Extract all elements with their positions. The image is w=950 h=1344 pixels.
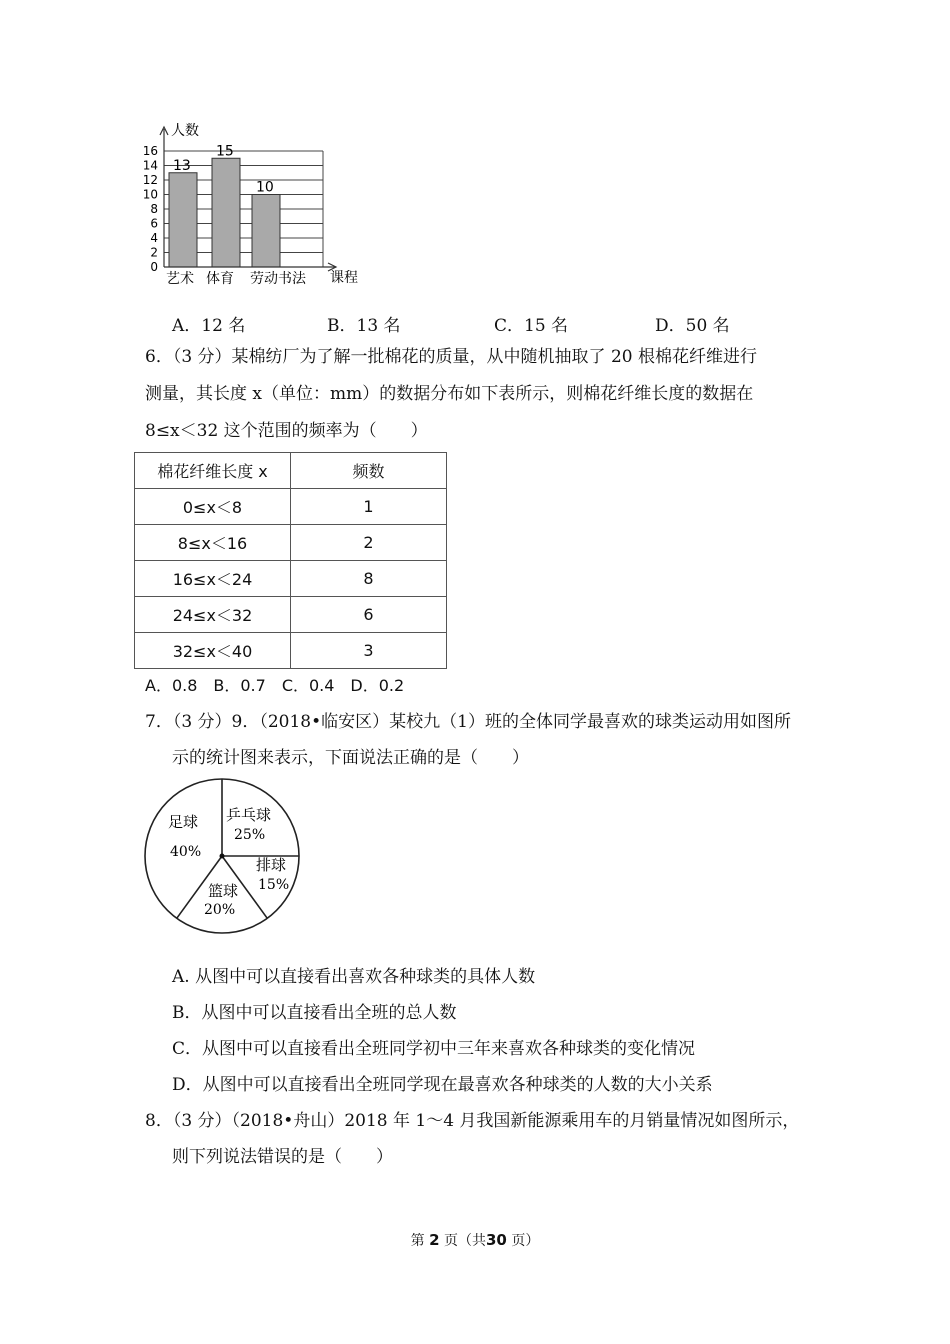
footer-total-pages: 30 [486, 1231, 507, 1249]
q5-option-d[interactable]: D．50 名 [655, 316, 730, 336]
q8-line-1: 8．（3 分）（2018•舟山）2018 年 1～4 月我国新能源乘用车的月销量情况如图所示， [145, 1111, 800, 1131]
q7-option-a[interactable]: A. 从图中可以直接看出喜欢各种球类的具体人数 [172, 967, 536, 987]
bar-chart-xlabel: 课程 [330, 270, 358, 286]
page-footer [0, 1230, 950, 1250]
table-cell-range: 0≤x＜8 [135, 489, 291, 525]
q6-line-3: 8≤x＜32 这个范围的频率为（ ） [145, 421, 428, 441]
pie-label-pingpong: 乒乓球 [226, 806, 272, 824]
q7-line-2: 示的统计图来表示，下面说法正确的是（ ） [172, 748, 529, 768]
bar-chart-ylabel: 人数 [171, 123, 199, 139]
table-row [135, 525, 447, 561]
table-cell-count: 8 [291, 561, 447, 597]
table-header-frequency: 频数 [291, 453, 447, 489]
pie-percent-volleyball: 15% [258, 877, 290, 893]
table-cell-count: 6 [291, 597, 447, 633]
table-cell-range: 32≤x＜40 [135, 633, 291, 669]
footer-mid: 页（共 [444, 1233, 486, 1249]
bar-ytick-label: 0 [150, 260, 158, 274]
bar-ytick-label: 12 [142, 173, 158, 187]
footer-pre: 第 [410, 1233, 425, 1249]
bar-ytick-label: 14 [142, 158, 158, 173]
table-row [135, 597, 447, 633]
table-header-row [135, 453, 447, 489]
pie-percent-basketball: 20% [204, 902, 236, 918]
q8-line-2: 则下列说法错误的是（ ） [172, 1147, 393, 1167]
bar-chart-yticks [143, 144, 158, 274]
q7-option-d[interactable]: D．从图中可以直接看出全班同学现在最喜欢各种球类的人数的大小关系 [172, 1075, 713, 1095]
bar-category-label: 劳动书法 [250, 271, 306, 287]
bar-ytick-label: 4 [150, 231, 158, 245]
pie-percent-football: 40% [170, 844, 202, 860]
bar-chart-categories [166, 270, 307, 287]
bar-ytick-label: 10 [142, 187, 158, 202]
pie-label-football: 足球 [168, 813, 199, 831]
bar-ytick-label: 6 [150, 216, 158, 231]
bar-chart-bars [169, 158, 280, 267]
bar-data-label: 10 [256, 179, 274, 196]
bar-ytick-label: 8 [150, 202, 158, 216]
bar-艺术 [169, 173, 197, 267]
q7-line-1: 7．（3 分）9．（2018•临安区）某校九（1）班的全体同学最喜欢的球类运动用如图所 [145, 712, 791, 732]
bar-ytick-label: 16 [142, 144, 158, 158]
pie-label-basketball: 篮球 [208, 882, 239, 900]
bar-劳动书法 [252, 195, 280, 268]
bar-data-label: 13 [173, 157, 191, 174]
bar-data-label: 15 [216, 143, 234, 160]
q5-option-c[interactable]: C．15 名 [494, 316, 569, 336]
table-cell-range: 24≤x＜32 [135, 597, 291, 633]
table-row [135, 633, 447, 669]
table-cell-range: 16≤x＜24 [135, 561, 291, 597]
q7-option-c[interactable]: C．从图中可以直接看出全班同学初中三年来喜欢各种球类的变化情况 [172, 1039, 696, 1059]
q5-option-a[interactable]: A．12 名 [172, 316, 246, 336]
q6-options[interactable]: A．0.8 B．0.7 C．0.4 D．0.2 [145, 676, 405, 695]
bar-chart [140, 115, 380, 295]
table-cell-range: 8≤x＜16 [135, 525, 291, 561]
q6-line-1: 6．（3 分）某棉纺厂为了解一批棉花的质量，从中随机抽取了 20 根棉花纤维进行 [145, 347, 757, 367]
footer-post: 页） [511, 1233, 540, 1249]
table-header-length: 棉花纤维长度 x [135, 453, 291, 489]
bar-category-label: 艺术 [166, 271, 194, 287]
bar-category-label: 体育 [206, 271, 234, 287]
table-cell-count: 3 [291, 633, 447, 669]
table-row [135, 489, 447, 525]
pie-chart [140, 778, 310, 948]
table-cell-count: 2 [291, 525, 447, 561]
footer-page-number: 2 [429, 1231, 440, 1249]
bar-体育 [212, 158, 240, 267]
pie-label-volleyball: 排球 [256, 856, 287, 874]
bar-ytick-label: 2 [150, 245, 158, 260]
q6-frequency-table [134, 452, 447, 669]
q6-line-2: 测量，其长度 x（单位：mm）的数据分布如下表所示，则棉花纤维长度的数据在 [145, 384, 754, 404]
pie-percent-pingpong: 25% [234, 827, 266, 843]
table-row [135, 561, 447, 597]
pie-center-dot [220, 854, 225, 859]
table-cell-count: 1 [291, 489, 447, 525]
q7-option-b[interactable]: B．从图中可以直接看出全班的总人数 [172, 1003, 457, 1023]
q5-option-b[interactable]: B．13 名 [327, 316, 401, 336]
